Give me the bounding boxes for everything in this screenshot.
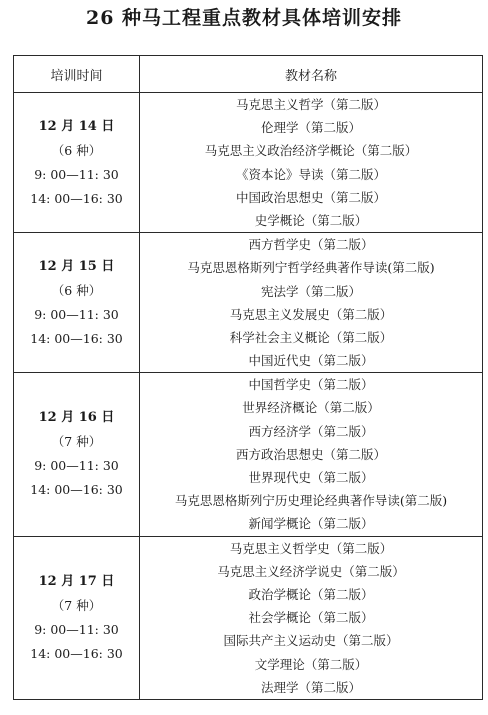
training-schedule-table [13, 55, 483, 700]
header-training-time: 培训时间 [14, 56, 140, 93]
list-item: 西方政治思想史（第二版） [235, 446, 386, 462]
book-list [140, 233, 482, 372]
morning-session: 9: 00—11: 30 [34, 458, 119, 474]
date-label: 12 月 16 日 [38, 410, 115, 426]
list-item: 新闻学概论（第二版） [248, 516, 374, 532]
date-label: 12 月 17 日 [38, 573, 115, 589]
date-cell [14, 233, 140, 373]
table-row [14, 373, 483, 536]
table-header-row [14, 56, 483, 93]
date-cell [14, 93, 140, 233]
afternoon-session: 14: 00—16: 30 [30, 190, 123, 206]
list-item: 马克思主义哲学（第二版） [235, 97, 386, 112]
table-row [14, 93, 483, 233]
afternoon-session: 14: 00—16: 30 [30, 330, 123, 346]
list-item: 伦理学（第二版） [260, 120, 361, 136]
list-item: 《资本论》导读（第二版） [235, 166, 386, 182]
date-cell [14, 536, 140, 699]
list-item: 马克思主义发展史（第二版） [229, 306, 393, 322]
list-item: 马克思主义经济学说史（第二版） [217, 563, 405, 579]
list-item: 世界现代史（第二版） [248, 470, 374, 485]
books-cell [140, 93, 483, 233]
book-list [140, 537, 482, 699]
books-cell [140, 536, 483, 699]
list-item: 世界经济概论（第二版） [242, 400, 380, 416]
afternoon-session: 14: 00—16: 30 [30, 645, 123, 661]
list-item: 中国哲学史（第二版） [248, 377, 374, 393]
list-item: 马克思主义政治经济学概论（第二版） [204, 143, 418, 159]
list-item: 法理学（第二版） [260, 679, 361, 695]
list-item: 国际共产主义运动史（第二版） [223, 633, 399, 649]
morning-session: 9: 00—11: 30 [34, 166, 119, 182]
book-count: （7 种） [51, 434, 102, 450]
books-cell [140, 373, 483, 536]
date-cell [14, 373, 140, 536]
date-label: 12 月 14 日 [38, 118, 115, 134]
list-item: 政治学概论（第二版） [248, 586, 374, 602]
list-item: 社会学概论（第二版） [248, 610, 374, 626]
list-item: 科学社会主义概论（第二版） [229, 329, 393, 345]
list-item: 宪法学（第二版） [260, 283, 361, 299]
list-item: 西方经济学（第二版） [248, 423, 374, 439]
list-item: 中国近代史（第二版） [248, 353, 374, 369]
table-row [14, 536, 483, 699]
book-list [140, 373, 482, 535]
book-count: （7 种） [51, 597, 102, 613]
list-item: 文学理论（第二版） [254, 656, 368, 672]
table-row [14, 233, 483, 373]
books-cell [140, 233, 483, 373]
list-item: 马克思主义哲学史（第二版） [229, 540, 393, 556]
list-item: 马克思恩格斯列宁哲学经典著作导读(第二版) [187, 260, 435, 276]
morning-session: 9: 00—11: 30 [34, 621, 119, 637]
book-count: （6 种） [51, 142, 102, 158]
page-title: 26 种马工程重点教材具体培训安排 [85, 7, 403, 29]
list-item: 马克思恩格斯列宁历史理论经典著作导读(第二版) [174, 493, 448, 509]
morning-session: 9: 00—11: 30 [34, 306, 119, 322]
book-list [140, 93, 482, 232]
afternoon-session: 14: 00—16: 30 [30, 482, 123, 498]
list-item: 西方哲学史（第二版） [248, 237, 374, 253]
book-count: （6 种） [51, 282, 102, 298]
date-label: 12 月 15 日 [38, 258, 115, 274]
list-item: 史学概论（第二版） [254, 212, 368, 228]
header-textbook-name: 教材名称 [140, 56, 483, 93]
list-item: 中国政治思想史（第二版） [235, 189, 386, 205]
